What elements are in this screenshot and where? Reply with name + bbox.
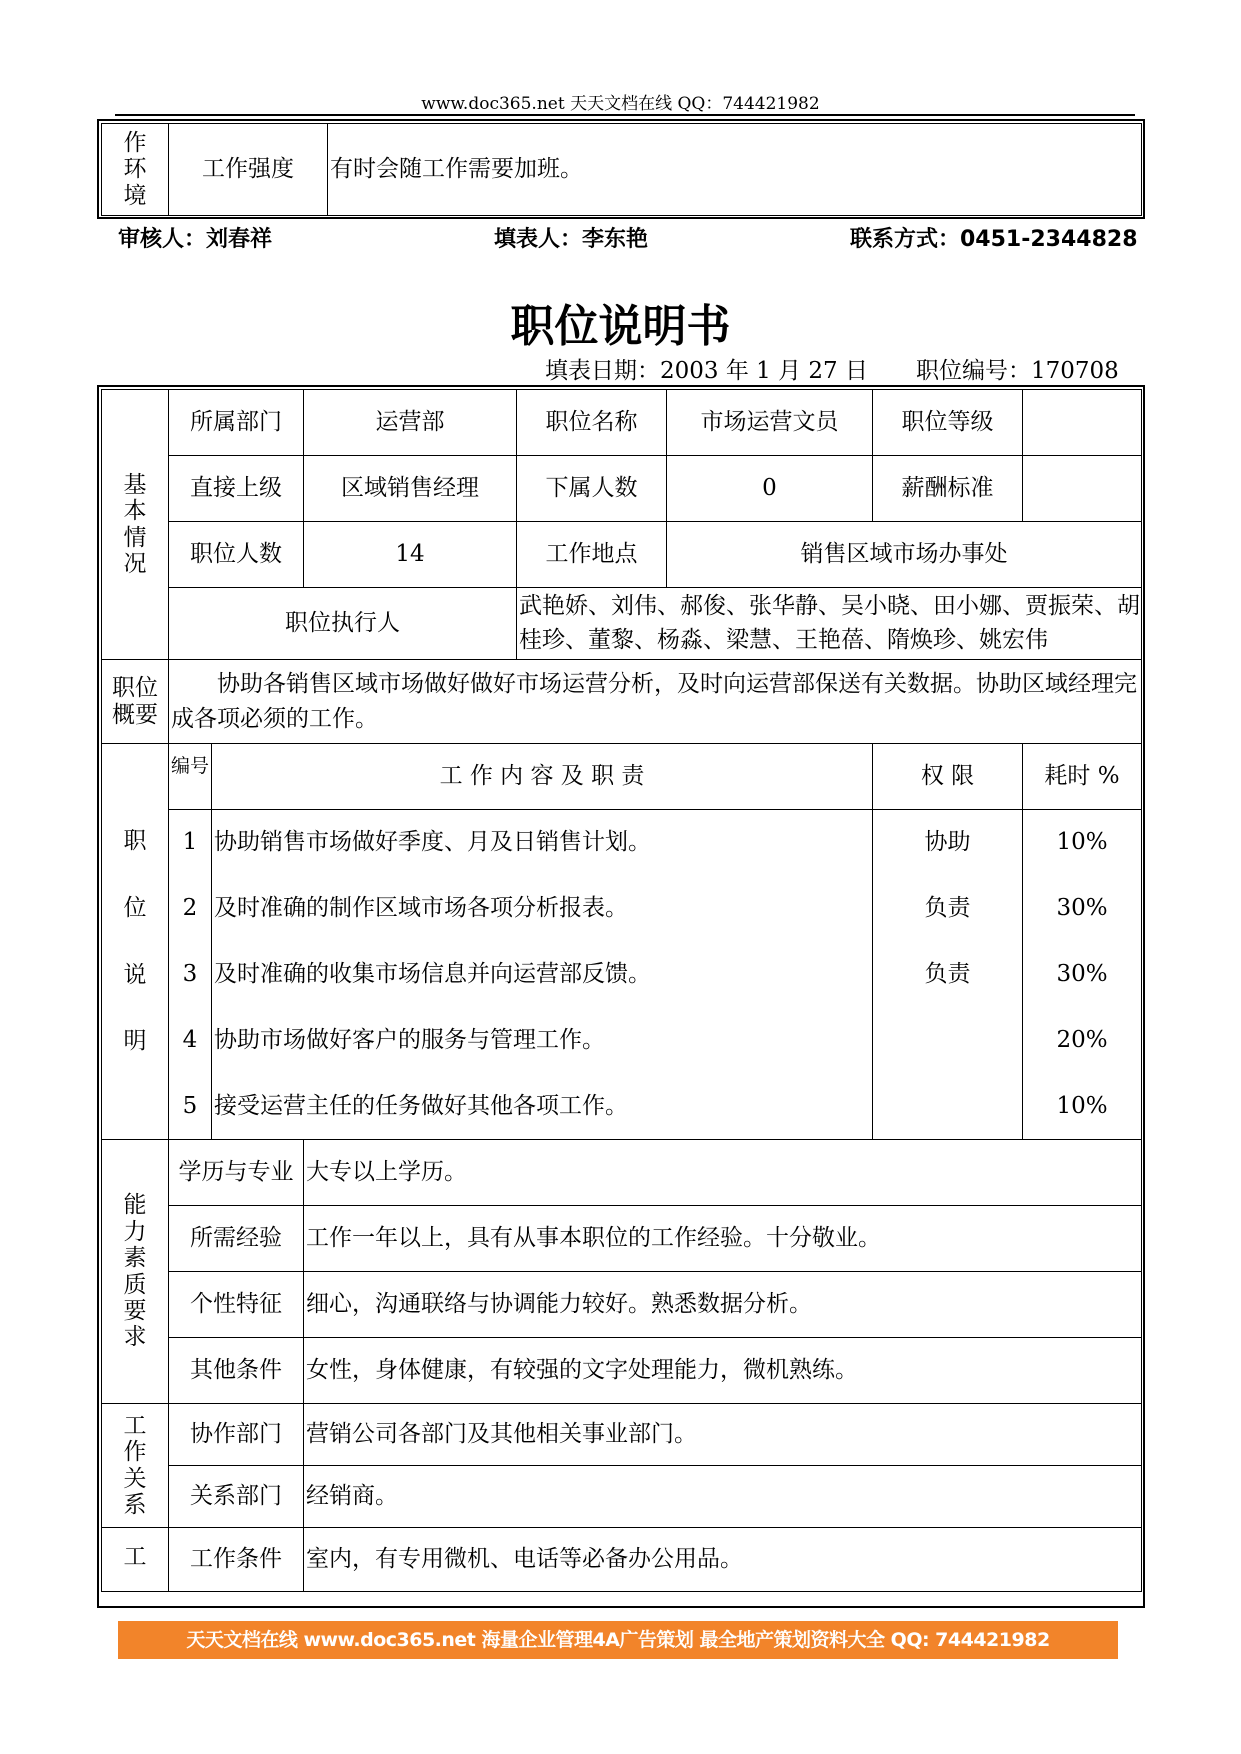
- section-label-summary: 职位 概要: [102, 660, 169, 744]
- headcount-label: 职位人数: [169, 522, 304, 588]
- footer-banner: 天天文档在线 www.doc365.net 海量企业管理4A广告策划 最全地产策划资料大全 QQ: 744421982: [118, 1621, 1118, 1659]
- salary-value: [1023, 456, 1142, 522]
- top-fragment-table: [101, 123, 1142, 216]
- environment-row: [102, 1528, 1142, 1592]
- duties-header-no: 编号: [169, 744, 212, 810]
- duty-row: [102, 810, 1142, 876]
- ability-row: [102, 1338, 1142, 1404]
- header-rule: [115, 114, 1135, 116]
- headcount-value: 14: [304, 522, 517, 588]
- holders-value: 武艳娇、刘伟、郝俊、张华静、吴小晓、田小娜、贾振荣、胡桂珍、董黎、杨淼、梁慧、王艳蓓、隋焕珍、姚宏伟: [517, 588, 1142, 660]
- salary-label: 薪酬标准: [873, 456, 1023, 522]
- summary-text: 协助各销售区域市场做好做好市场运营分析，及时向运营部保送有关数据。协助区域经理完成各项必须的工作。: [169, 660, 1142, 744]
- holders-label: 职位执行人: [169, 588, 517, 660]
- position-name-label: 职位名称: [517, 390, 667, 456]
- duty-time: 30%: [1023, 942, 1142, 1008]
- ability-label: 个性特征: [169, 1272, 304, 1338]
- ability-value: 女性，身体健康，有较强的文字处理能力，微机熟练。: [304, 1338, 1142, 1404]
- duty-time: 20%: [1023, 1008, 1142, 1074]
- duty-no: 1: [169, 810, 212, 876]
- page-title: 职位说明书: [510, 301, 731, 352]
- relations-row: [102, 1466, 1142, 1528]
- duty-time: 30%: [1023, 876, 1142, 942]
- duties-header-row: [102, 744, 1142, 810]
- header-site-text: www.doc365.net 天天文档在线 QQ：744421982: [421, 94, 820, 114]
- section-label-relations: 工 作 关 系: [102, 1404, 169, 1528]
- section-label-environment-partial: 作 环 境: [102, 124, 169, 216]
- superior-label: 直接上级: [169, 456, 304, 522]
- ability-label: 所需经验: [169, 1206, 304, 1272]
- position-number: 职位编号：170708: [916, 358, 1119, 384]
- work-intensity-label: 工作强度: [169, 124, 328, 216]
- duty-authority: 负责: [873, 942, 1023, 1008]
- ability-label: 其他条件: [169, 1338, 304, 1404]
- ability-label: 学历与专业: [169, 1140, 304, 1206]
- duties-header-content: 工 作 内 容 及 职 责: [212, 744, 873, 810]
- subordinates-label: 下属人数: [517, 456, 667, 522]
- ability-value: 细心，沟通联络与协调能力较好。熟悉数据分析。: [304, 1272, 1142, 1338]
- duty-content: 及时准确的收集市场信息并向运营部反馈。: [212, 942, 873, 1008]
- environment-label: 工作条件: [169, 1528, 304, 1592]
- duty-content: 协助市场做好客户的服务与管理工作。: [212, 1008, 873, 1074]
- environment-value: 室内，有专用微机、电话等必备办公用品。: [304, 1528, 1142, 1592]
- duty-no: 2: [169, 876, 212, 942]
- basic-row-4: [102, 588, 1142, 660]
- filler: 填表人：李东艳: [494, 227, 649, 252]
- duty-time: 10%: [1023, 810, 1142, 876]
- duty-time: 10%: [1023, 1074, 1142, 1140]
- duties-header-time: 耗时 %: [1023, 744, 1142, 810]
- duty-authority: [873, 1074, 1023, 1140]
- superior-value: 区域销售经理: [304, 456, 517, 522]
- relations-label: 协作部门: [169, 1404, 304, 1466]
- grade-value: [1023, 390, 1142, 456]
- duty-content: 接受运营主任的任务做好其他各项工作。: [212, 1074, 873, 1140]
- duty-row: [102, 942, 1142, 1008]
- relations-value: 经销商。: [304, 1466, 1142, 1528]
- relations-row: [102, 1404, 1142, 1466]
- signature-row: [118, 222, 1138, 256]
- relations-label: 关系部门: [169, 1466, 304, 1528]
- work-place-label: 工作地点: [517, 522, 667, 588]
- ability-value: 工作一年以上，具有从事本职位的工作经验。十分敬业。: [304, 1206, 1142, 1272]
- ability-value: 大专以上学历。: [304, 1140, 1142, 1206]
- section-label-basic: 基 本 情 况: [102, 390, 169, 660]
- ability-row: [102, 1140, 1142, 1206]
- reviewer: 审核人：刘春祥: [118, 227, 273, 252]
- relations-value: 营销公司各部门及其他相关事业部门。: [304, 1404, 1142, 1466]
- duty-authority: 负责: [873, 876, 1023, 942]
- duty-row: [102, 1008, 1142, 1074]
- section-label-duties: 职 位 说 明: [102, 744, 169, 1140]
- meta-line: [545, 352, 1167, 385]
- contact: 联系方式：0451-2344828: [850, 227, 1138, 252]
- duty-authority: 协助: [873, 810, 1023, 876]
- basic-row-1: [102, 390, 1142, 456]
- duty-no: 5: [169, 1074, 212, 1140]
- ability-row: [102, 1206, 1142, 1272]
- work-place-value: 销售区域市场办事处: [667, 522, 1142, 588]
- job-description-table: [101, 389, 1142, 1592]
- basic-row-3: [102, 522, 1142, 588]
- fill-date: 填表日期：2003 年 1 月 27 日: [545, 358, 868, 384]
- duty-row: [102, 1074, 1142, 1140]
- duty-authority: [873, 1008, 1023, 1074]
- duty-content: 及时准确的制作区域市场各项分析报表。: [212, 876, 873, 942]
- duty-no: 3: [169, 942, 212, 1008]
- duties-header-authority: 权 限: [873, 744, 1023, 810]
- dept-label: 所属部门: [169, 390, 304, 456]
- work-intensity-value: 有时会随工作需要加班。: [328, 124, 1142, 216]
- duty-no: 4: [169, 1008, 212, 1074]
- summary-row: [102, 660, 1142, 744]
- ability-row: [102, 1272, 1142, 1338]
- section-label-environment: 工: [102, 1528, 169, 1592]
- subordinates-value: 0: [667, 456, 873, 522]
- dept-value: 运营部: [304, 390, 517, 456]
- section-label-ability: 能 力 素 质 要 求: [102, 1140, 169, 1404]
- duty-content: 协助销售市场做好季度、月及日销售计划。: [212, 810, 873, 876]
- duty-row: [102, 876, 1142, 942]
- position-name-value: 市场运营文员: [667, 390, 873, 456]
- basic-row-2: [102, 456, 1142, 522]
- grade-label: 职位等级: [873, 390, 1023, 456]
